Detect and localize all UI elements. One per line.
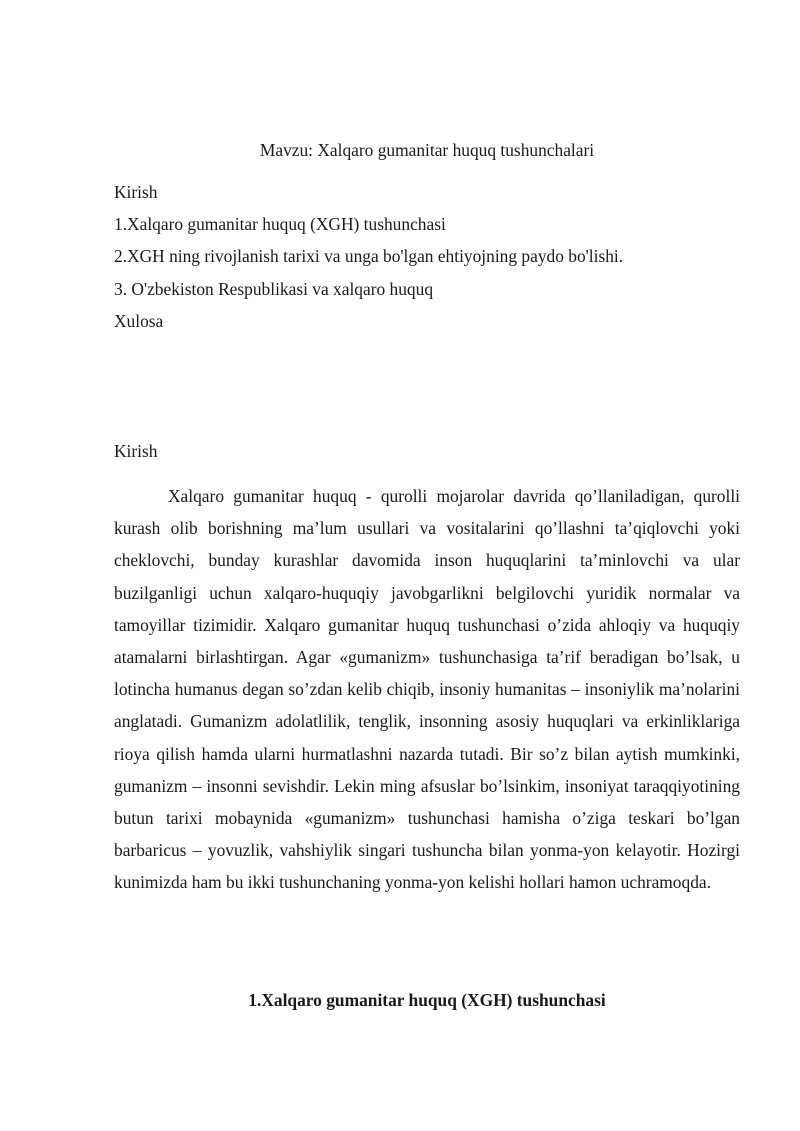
document-title: Mavzu: Xalqaro gumanitar huquq tushunchalari — [259, 140, 595, 160]
introduction-heading: Kirish — [114, 441, 158, 461]
toc-item-section-2: 2.XGH ning rivojlanish tarixi va unga bo'lgan ehtiyojning paydo bo'lishi. — [114, 246, 624, 267]
toc-item-section-1: 1.Xalqaro gumanitar huquq (XGH) tushunchasi — [114, 214, 446, 235]
toc-item-conclusion: Xulosa — [114, 310, 164, 331]
document-page — [114, 0, 740, 1131]
section-1-heading: 1.Xalqaro gumanitar huquq (XGH) tushunchasi — [248, 990, 606, 1010]
toc-item-section-3: 3. O'zbekiston Respublikasi va xalqaro huquq — [114, 278, 434, 299]
table-of-contents — [114, 181, 740, 342]
toc-item-introduction: Kirish — [114, 182, 158, 202]
introduction-paragraph: Xalqaro gumanitar huquq - qurolli mojarolar davrida qo’llaniladigan, qurolli kurash olib borishning ma’lum usullari va vositalarini qo’llashni ta’qiqlovchi yoki cheklovchi, bunday kurashlar davomida inson huquqlarini ta’minlovchi va ular buzilganligi uchun xalqaro-huquqiy javobgarlikni belgilovchi yuridik normalar va tamoyillar tizimidir. Xalqaro gumanitar huquq tushunchasi o’zida ahloqiy va huquqiy atamalarni birlashtirgan. Agar «gumanizm» tushunchasiga ta’rif beradigan bo’lsak, u lotincha humanus degan so’zdan kelib chiqib, insoniy humanitas – insoniylik ma’nolarini anglatadi. Gumanizm adolatlilik, tenglik, insonning asosiy huquqlari va erkinliklariga rioya qilish hamda ularni hurmatlashni nazarda tutadi. Bir so’z bilan aytish mumkinki, gumanizm – insonni sevishdir. Lekin ming afsuslar bo’lsinkim, insoniyat taraqqiyotining butun tarixi mobaynida «gumanizm» tushunchasi hamisha o’ziga teskari bo’lgan barbaricus – yovuzlik, vahshiylik singari tushuncha bilan yonma-yon kelayotir. Hozirgi kunimizda ham bu ikki tushunchaning yonma-yon kelishi hollari hamon uchramoqda. — [114, 486, 740, 893]
